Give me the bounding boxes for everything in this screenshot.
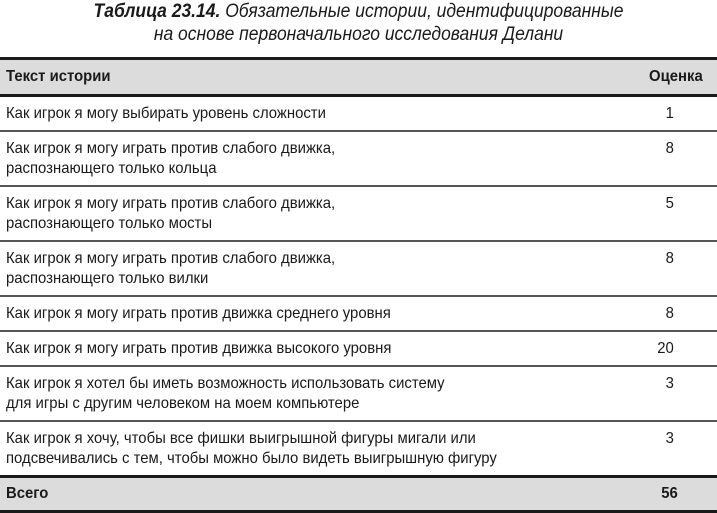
column-header-text: Текст истории xyxy=(6,68,111,85)
story-text: Как игрок я могу играть против слабого движка, распознающего только кольца xyxy=(6,140,336,177)
table-row xyxy=(0,421,717,477)
table-header-row xyxy=(0,59,717,96)
caption-text-1: Обязательные истории, идентифицированные xyxy=(220,1,624,22)
story-score: 8 xyxy=(665,140,674,157)
table-caption xyxy=(29,0,689,46)
story-text: Как игрок я хочу, чтобы все фишки выигрышной фигуры мигали или подсвечивались с тем, чтобы можно было видеть выигрышную фигуру xyxy=(6,430,497,467)
caption-line-1 xyxy=(29,0,689,23)
total-score: 56 xyxy=(661,485,678,502)
story-text: Как игрок я могу играть против движка высокого уровня xyxy=(6,340,392,357)
story-score: 3 xyxy=(665,430,674,447)
table-row xyxy=(0,241,717,296)
story-score: 3 xyxy=(665,375,674,392)
table-row xyxy=(0,131,717,186)
story-text: Как игрок я могу выбирать уровень сложности xyxy=(6,105,326,122)
table-row xyxy=(0,366,717,421)
column-header-score: Оценка xyxy=(649,68,703,85)
story-score: 8 xyxy=(665,250,674,267)
table-total-row xyxy=(0,477,717,512)
table-row xyxy=(0,296,717,331)
story-text: Как игрок я могу играть против слабого движка, распознающего только вилки xyxy=(6,250,336,287)
story-score: 20 xyxy=(657,340,674,357)
table-row xyxy=(0,96,717,132)
story-score: 5 xyxy=(665,195,674,212)
caption-label: Таблица 23.14. xyxy=(93,1,221,22)
story-text: Как игрок я могу играть против слабого движка, распознающего только мосты xyxy=(6,195,336,232)
caption-line-2: на основе первоначального исследования Делани xyxy=(153,24,564,45)
story-score: 1 xyxy=(665,105,674,122)
story-text: Как игрок я хотел бы иметь возможность использовать систему для игры с другим человеком на моем компьютере xyxy=(6,375,445,412)
table-row xyxy=(0,186,717,241)
stories-table xyxy=(0,57,717,513)
story-text: Как игрок я могу играть против движка среднего уровня xyxy=(6,305,391,322)
total-label: Всего xyxy=(6,485,49,502)
table-row xyxy=(0,331,717,366)
story-score: 8 xyxy=(665,305,674,322)
